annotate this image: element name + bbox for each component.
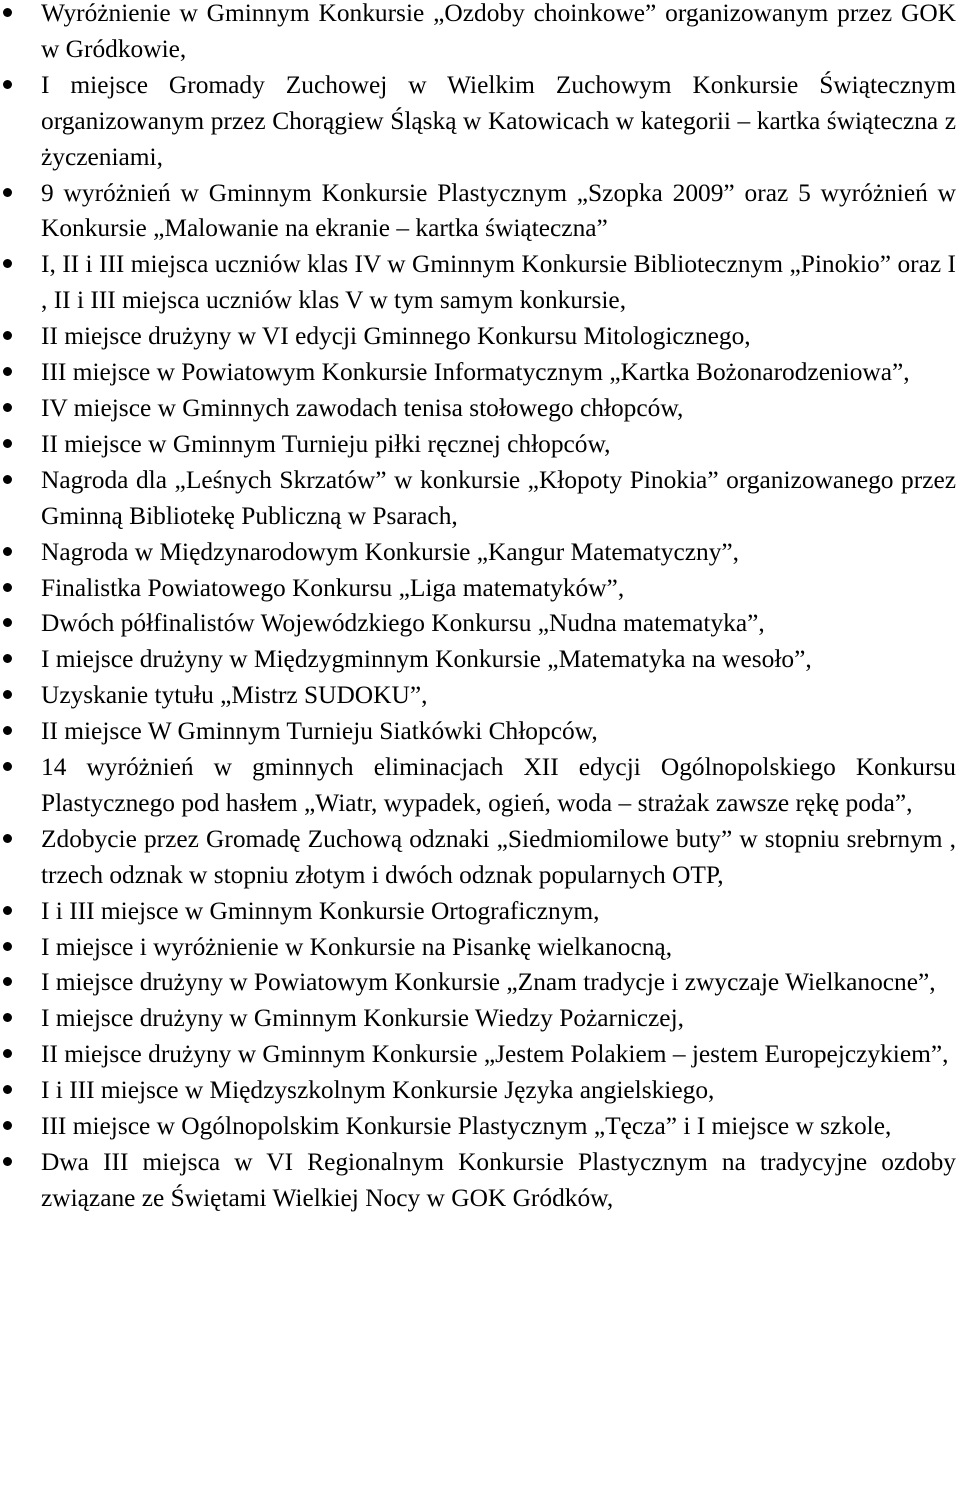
- bullet-icon: [3, 188, 12, 197]
- bullet-icon: [3, 1085, 12, 1094]
- list-item-text: Zdobycie przez Gromadę Zuchową odznaki „Siedmiomilowe buty” w stopniu srebrnym , trzech odznak w stopniu złotym i dwóch odznak popularnych OTP,: [41, 824, 956, 889]
- list-item-text: I i III miejsce w Gminnym Konkursie Ortograficznym,: [41, 896, 600, 925]
- list-item-text: Dwóch półfinalistów Wojewódzkiego Konkursu „Nudna matematyka”,: [41, 609, 765, 638]
- list-item-text: II miejsce W Gminnym Turnieju Siatkówki Chłopców,: [41, 717, 598, 746]
- bullet-icon: [3, 547, 12, 556]
- list-item-text: Dwa III miejsca w VI Regionalnym Konkursie Plastycznym na tradycyjne ozdoby związane ze Świętami Wielkiej Nocy w GOK Gródków,: [41, 1148, 956, 1212]
- list-item-text: I miejsce drużyny w Powiatowym Konkursie „Znam tradycje i zwyczaje Wielkanocne”,: [41, 968, 936, 997]
- list-item: [0, 247, 960, 319]
- bullet-icon: [3, 1013, 12, 1022]
- list-item-text: II miejsce w Gminnym Turnieju piłki ręcznej chłopców,: [41, 429, 611, 458]
- bullet-icon: [3, 690, 12, 699]
- list-item: [0, 571, 960, 607]
- list-item: [0, 391, 960, 427]
- bullet-icon: [3, 583, 12, 592]
- list-item: [0, 894, 960, 930]
- list-item: [0, 0, 960, 68]
- list-item: [0, 642, 960, 678]
- list-item-text: I miejsce drużyny w Międzygminnym Konkursie „Matematyka na wesoło”,: [41, 645, 812, 674]
- list-item-text: III miejsce w Powiatowym Konkursie Informatycznym „Kartka Bożonarodzeniowa”,: [41, 358, 910, 387]
- bullet-icon: [3, 942, 12, 951]
- list-item: [0, 678, 960, 714]
- list-item: [0, 68, 960, 176]
- list-item: [0, 427, 960, 463]
- bullet-icon: [3, 1121, 12, 1130]
- list-item-text: Nagroda w Międzynarodowym Konkursie „Kangur Matematyczny”,: [41, 537, 740, 566]
- bullet-icon: [3, 1157, 12, 1166]
- list-item: [0, 606, 960, 642]
- list-item: [0, 319, 960, 355]
- list-item: [0, 463, 960, 535]
- list-item-text: Wyróżnienie w Gminnym Konkursie „Ozdoby choinkowe” organizowanym przez GOK w Gródkowie,: [41, 0, 956, 63]
- bullet-icon: [3, 1049, 12, 1058]
- list-item-text: I miejsce Gromady Zuchowej w Wielkim Zuchowym Konkursie Świątecznym organizowanym przez Chorągiew Śląską w Katowicach w kategorii – kartka świąteczna z życzeniami,: [41, 70, 956, 171]
- list-item: [0, 1073, 960, 1109]
- bullet-icon: [3, 654, 12, 663]
- bullet-icon: [3, 726, 12, 735]
- bullet-icon: [3, 331, 12, 340]
- list-item-text: 14 wyróżnień w gminnych eliminacjach XII edycji Ogólnopolskiego Konkursu Plastycznego pod hasłem „Wiatr, wypadek, ogień, woda – strażak zawsze rękę poda”,: [41, 753, 956, 817]
- list-item: [0, 1037, 960, 1073]
- bullet-icon: [3, 475, 12, 484]
- bullet-icon: [3, 834, 12, 843]
- bullet-icon: [3, 618, 12, 627]
- list-item: [0, 535, 960, 571]
- list-item: [0, 355, 960, 391]
- list-item-text: II miejsce drużyny w VI edycji Gminnego Konkursu Mitologicznego,: [41, 322, 751, 351]
- list-item-text: IV miejsce w Gminnych zawodach tenisa stołowego chłopców,: [41, 393, 684, 422]
- list-item: [0, 750, 960, 822]
- bullet-icon: [3, 367, 12, 376]
- list-item: [0, 1109, 960, 1145]
- list-item: [0, 176, 960, 248]
- list-item-text: I miejsce drużyny w Gminnym Konkursie Wiedzy Pożarniczej,: [41, 1004, 684, 1033]
- list-item-text: I i III miejsce w Międzyszkolnym Konkursie Języka angielskiego,: [41, 1076, 715, 1105]
- list-item-text: Finalistka Powiatowego Konkursu „Liga matematyków”,: [41, 573, 625, 602]
- list-item-text: II miejsce drużyny w Gminnym Konkursie „Jestem Polakiem – jestem Europejczykiem”,: [41, 1040, 949, 1069]
- bullet-icon: [3, 80, 12, 89]
- list-item: [0, 965, 960, 1001]
- bullet-icon: [3, 8, 12, 17]
- bullet-icon: [3, 259, 12, 268]
- list-item: [0, 1001, 960, 1037]
- list-item: [0, 822, 960, 894]
- list-item: [0, 930, 960, 966]
- list-item-text: Uzyskanie tytułu „Mistrz SUDOKU”,: [41, 681, 428, 710]
- bullet-icon: [3, 439, 12, 448]
- bullet-icon: [3, 906, 12, 915]
- list-item: [0, 1145, 960, 1217]
- list-item-text: Nagroda dla „Leśnych Skrzatów” w konkursie „Kłopoty Pinokia” organizowanego przez Gminną Bibliotekę Publiczną w Psarach,: [41, 465, 956, 530]
- bullet-icon: [3, 403, 12, 412]
- list-item-text: III miejsce w Ogólnopolskim Konkursie Plastycznym „Tęcza” i I miejsce w szkole,: [41, 1112, 892, 1141]
- bullet-icon: [3, 762, 12, 771]
- bullet-icon: [3, 977, 12, 986]
- list-item: [0, 714, 960, 750]
- list-item-text: I, II i III miejsca uczniów klas IV w Gminnym Konkursie Bibliotecznym „Pinokio” oraz I , II i III miejsca uczniów klas V w tym samym konkursie,: [41, 250, 956, 315]
- list-item-text: I miejsce i wyróżnienie w Konkursie na Pisankę wielkanocną,: [41, 932, 673, 961]
- list-item-text: 9 wyróżnień w Gminnym Konkursie Plastycznym „Szopka 2009” oraz 5 wyróżnień w Konkursie „Malowanie na ekranie – kartka świąteczna”: [41, 178, 956, 243]
